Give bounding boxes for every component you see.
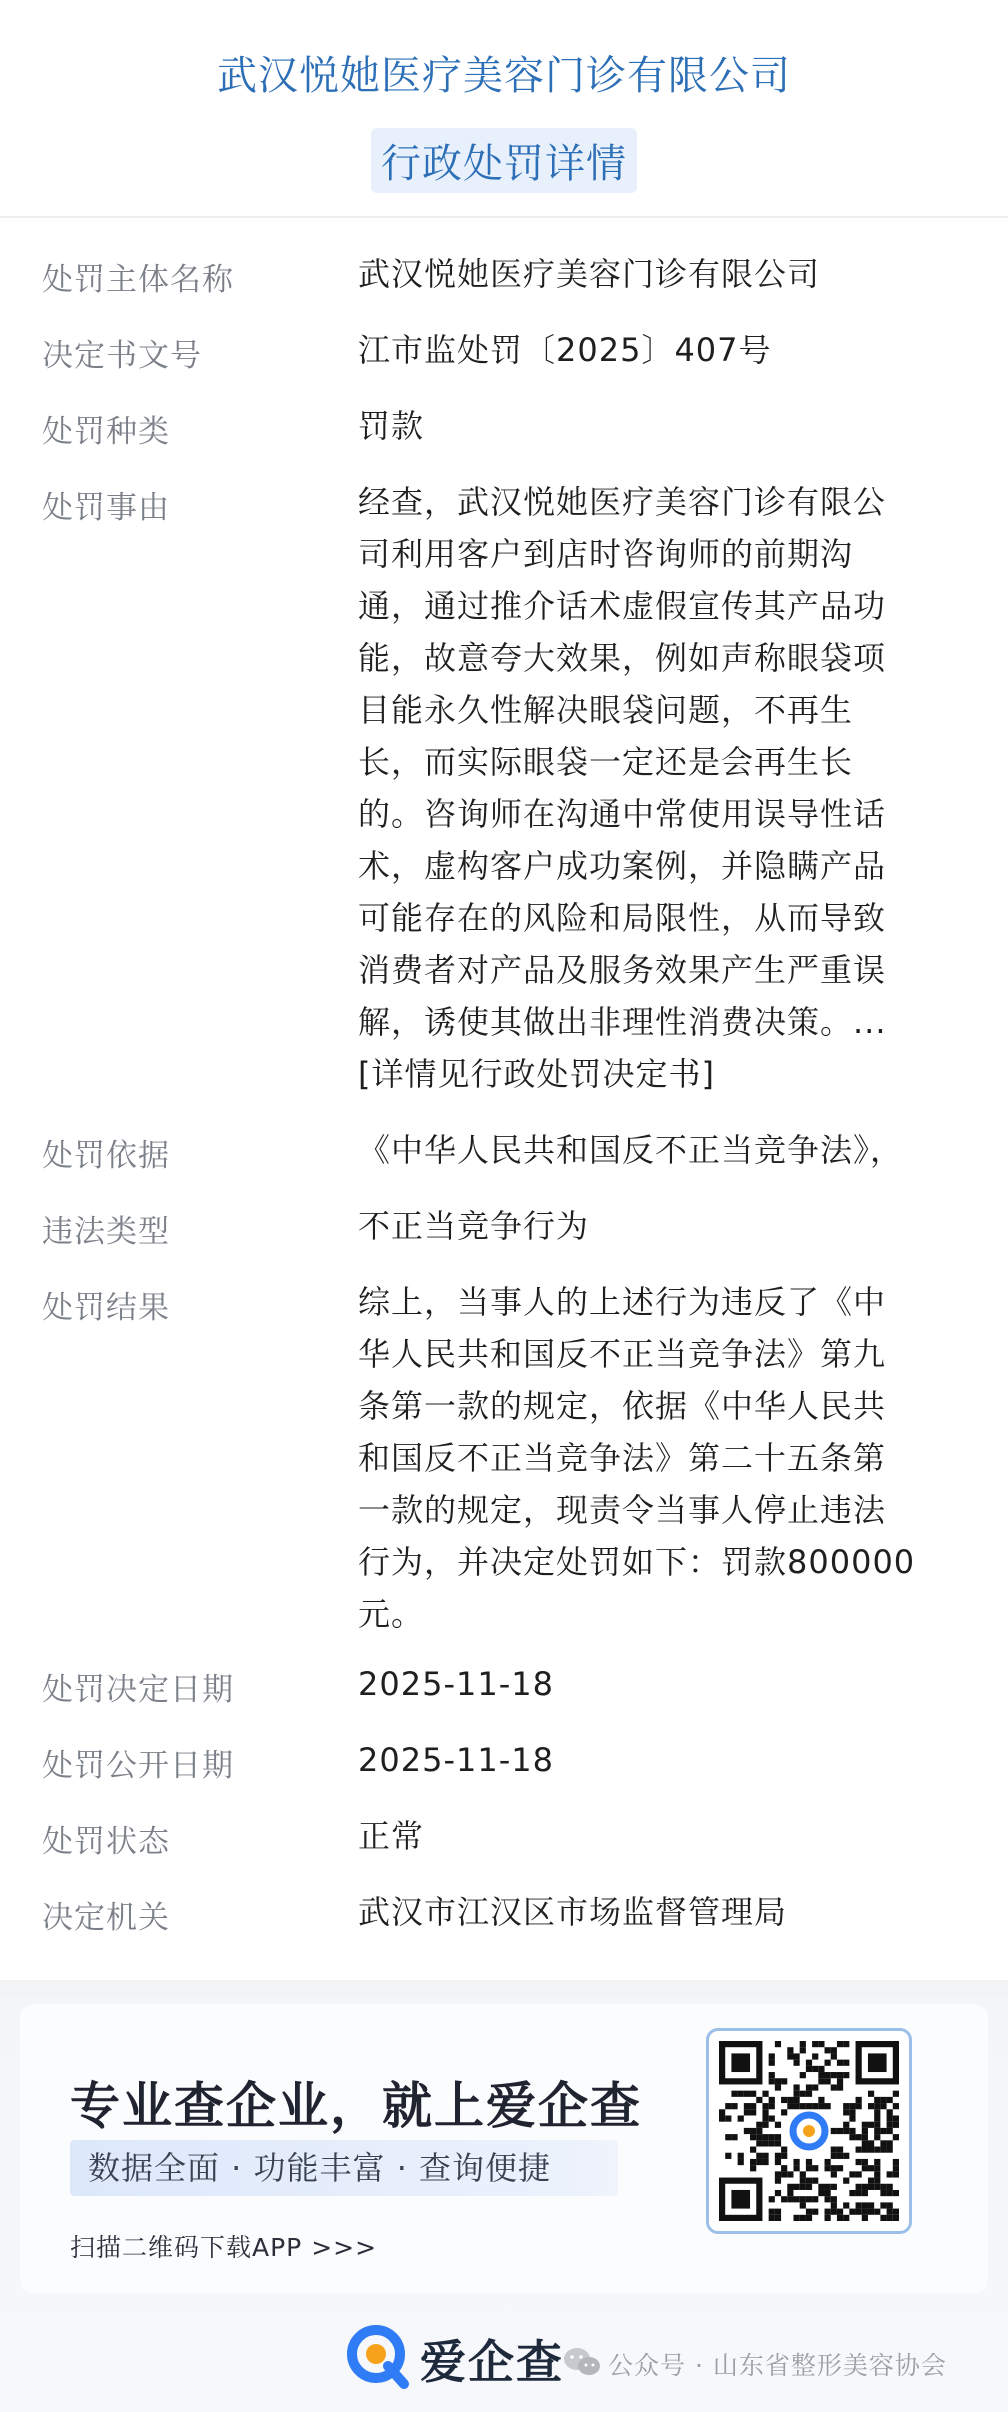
value-line: 一款的规定，现责令当事人停止违法 — [358, 1491, 887, 1529]
value-line: 华人民共和国反不正当竞争法》第九 — [358, 1335, 887, 1373]
detail-label: 决定书文号 — [42, 338, 202, 374]
promo-slogan: 专业查企业，就上爱企查 — [70, 2077, 642, 2135]
promo-card[interactable] — [20, 2004, 988, 2294]
value-line: 2025-11-18 — [358, 1665, 554, 1703]
aiqicha-logo-icon — [344, 2322, 414, 2392]
penalty-details — [0, 218, 1008, 1980]
detail-label: 处罚事由 — [42, 490, 170, 526]
value-line: 和国反不正当竞争法》第二十五条第 — [358, 1439, 887, 1477]
value-line: 解，诱使其做出非理性消费决策。... — [358, 1003, 887, 1041]
watermark-text: 公众号 · 山东省整形美容协会 — [608, 2351, 947, 2380]
detail-value — [358, 1124, 930, 1176]
brand-footer — [0, 2312, 1008, 2402]
page-header — [0, 0, 1008, 218]
section-divider — [0, 1980, 1008, 1996]
detail-label: 处罚主体名称 — [42, 262, 234, 298]
qr-code-icon[interactable] — [706, 2028, 912, 2234]
detail-label: 违法类型 — [42, 1214, 170, 1250]
detail-label: 处罚依据 — [42, 1138, 170, 1174]
detail-value — [358, 324, 930, 376]
wechat-icon — [562, 2346, 602, 2378]
page-title: 行政处罚详情 — [371, 128, 637, 193]
value-line: 2025-11-18 — [358, 1741, 554, 1779]
value-line: 通，通过推介话术虚假宣传其产品功 — [358, 587, 887, 625]
value-line: 不正当竞争行为 — [358, 1207, 590, 1245]
detail-label: 处罚公开日期 — [42, 1748, 234, 1784]
company-title[interactable]: 武汉悦她医疗美容门诊有限公司 — [217, 53, 791, 99]
scan-download-text[interactable]: 扫描二维码下载APP >>> — [70, 2233, 378, 2262]
value-line: 可能存在的风险和局限性，从而导致 — [358, 899, 887, 937]
detail-value — [358, 1886, 930, 1938]
promo-features: 数据全面 · 功能丰富 · 查询便捷 — [70, 2140, 618, 2196]
value-line: 能，故意夸大效果，例如声称眼袋项 — [358, 639, 887, 677]
value-line: 江市监处罚〔2025〕407号 — [358, 331, 772, 369]
detail-value — [358, 1200, 930, 1252]
value-line: 武汉悦她医疗美容门诊有限公司 — [358, 255, 821, 293]
value-line: 罚款 — [358, 407, 425, 445]
value-line: 司利用客户到店时咨询师的前期沟 — [358, 535, 854, 573]
detail-value — [358, 476, 930, 1100]
value-line: 条第一款的规定，依据《中华人民共 — [358, 1387, 887, 1425]
value-line: 综上，当事人的上述行为违反了《中 — [358, 1283, 887, 1321]
value-line: 《中华人民共和国反不正当竞争法》， — [358, 1131, 904, 1169]
detail-label: 处罚状态 — [42, 1824, 170, 1860]
detail-label: 处罚决定日期 — [42, 1672, 234, 1708]
value-line: 元。 — [358, 1595, 425, 1633]
detail-label: 处罚种类 — [42, 414, 170, 450]
page-title-wrap — [0, 128, 1008, 193]
details-link[interactable]: [详情见行政处罚决定书] — [358, 1055, 715, 1093]
detail-label: 处罚结果 — [42, 1290, 170, 1326]
value-line: 行为，并决定处罚如下：罚款800000 — [358, 1543, 916, 1581]
promo-section — [0, 1996, 1008, 2412]
value-line: 长，而实际眼袋一定还是会再生长 — [358, 743, 854, 781]
value-line: 的。咨询师在沟通中常使用误导性话 — [358, 795, 887, 833]
detail-value — [358, 1734, 930, 1786]
value-line: 目能永久性解决眼袋问题，不再生 — [358, 691, 854, 729]
detail-value — [358, 248, 930, 300]
value-line: 正常 — [358, 1817, 425, 1855]
detail-value — [358, 1810, 930, 1862]
value-line: 消费者对产品及服务效果产生严重误 — [358, 951, 887, 989]
value-line: 术，虚构客户成功案例，并隐瞒产品 — [358, 847, 887, 885]
detail-value — [358, 1658, 930, 1710]
value-line: 武汉市江汉区市场监督管理局 — [358, 1893, 788, 1931]
detail-value — [358, 400, 930, 452]
detail-value — [358, 1276, 930, 1640]
value-line: 经查，武汉悦她医疗美容门诊有限公 — [358, 483, 887, 521]
detail-label: 决定机关 — [42, 1900, 170, 1936]
brand-name: 爱企查 — [420, 2335, 564, 2389]
